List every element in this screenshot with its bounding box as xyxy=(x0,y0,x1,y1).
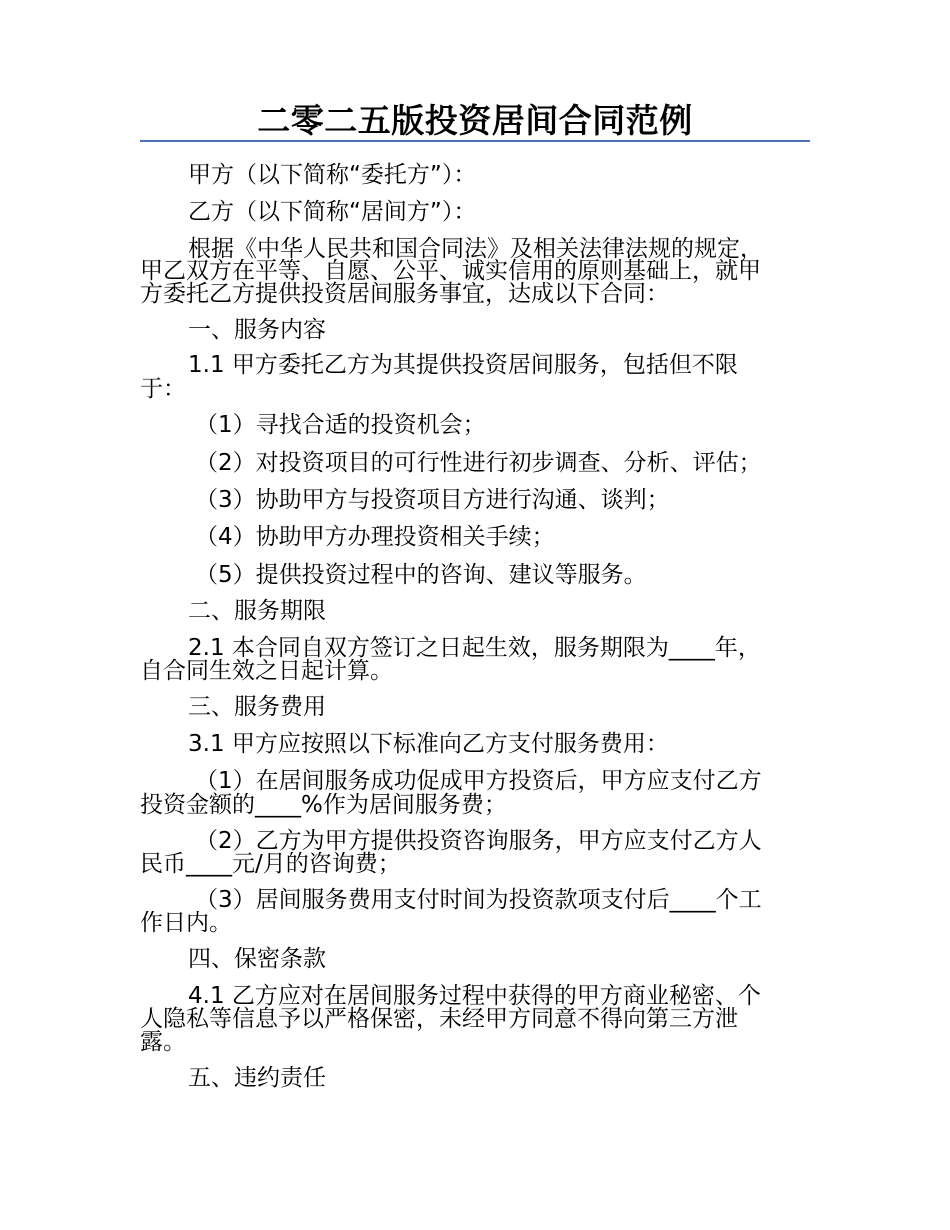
preamble-line: 甲乙双方在平等、自愿、公平、诚实信用的原则基础上，就甲 xyxy=(140,258,761,284)
section-heading-3: 三、服务费用 xyxy=(188,694,326,720)
section-heading-2: 二、服务期限 xyxy=(188,598,326,624)
clause-line: 3.1 甲方应按照以下标准向乙方支付服务费用： xyxy=(188,731,669,757)
list-item: （1）在居间服务成功促成甲方投资后，甲方应支付乙方 xyxy=(195,768,762,794)
list-item: 民币____元/月的咨询费； xyxy=(140,851,401,877)
list-item: （2）对投资项目的可行性进行初步调查、分析、评估； xyxy=(195,450,762,476)
clause-line: 露。 xyxy=(140,1029,186,1055)
list-item: 投资金额的____%作为居间服务费； xyxy=(140,792,507,818)
clause-line: 4.1 乙方应对在居间服务过程中获得的甲方商业秘密、个 xyxy=(188,983,761,1009)
clause-line: 自合同生效之日起计算。 xyxy=(140,658,393,684)
preamble-line: 方委托乙方提供投资居间服务事宜，达成以下合同： xyxy=(140,281,669,307)
list-item: （4）协助甲方办理投资相关手续； xyxy=(195,524,555,550)
title-underline xyxy=(140,100,810,142)
list-item: （3）协助甲方与投资项目方进行沟通、谈判； xyxy=(195,487,670,513)
list-item: （3）居间服务费用支付时间为投资款项支付后____个工 xyxy=(195,887,762,913)
party-b-line: 乙方（以下简称“居间方”）： xyxy=(188,199,477,225)
list-item: （5）提供投资过程中的咨询、建议等服务。 xyxy=(195,562,647,588)
clause-line: 于： xyxy=(140,376,186,402)
clause-line: 2.1 本合同自双方签订之日起生效，服务期限为____年， xyxy=(188,635,761,661)
clause-line: 1.1 甲方委托乙方为其提供投资居间服务，包括但不限 xyxy=(188,352,738,378)
section-heading-5: 五、违约责任 xyxy=(188,1065,326,1091)
list-item: （1）寻找合适的投资机会； xyxy=(195,412,486,438)
list-item: 作日内。 xyxy=(140,910,232,936)
list-item: （2）乙方为甲方提供投资咨询服务，甲方应支付乙方人 xyxy=(195,828,762,854)
clause-line: 人隐私等信息予以严格保密，未经甲方同意不得向第三方泄 xyxy=(140,1006,738,1032)
party-a-line: 甲方（以下简称“委托方”）： xyxy=(188,162,477,188)
section-heading-4: 四、保密条款 xyxy=(188,946,326,972)
section-heading-1: 一、服务内容 xyxy=(188,317,326,343)
document-title: 二零二五版投资居间合同范例 xyxy=(257,101,693,140)
preamble-line: 根据《中华人民共和国合同法》及相关法律法规的规定， xyxy=(188,236,763,262)
